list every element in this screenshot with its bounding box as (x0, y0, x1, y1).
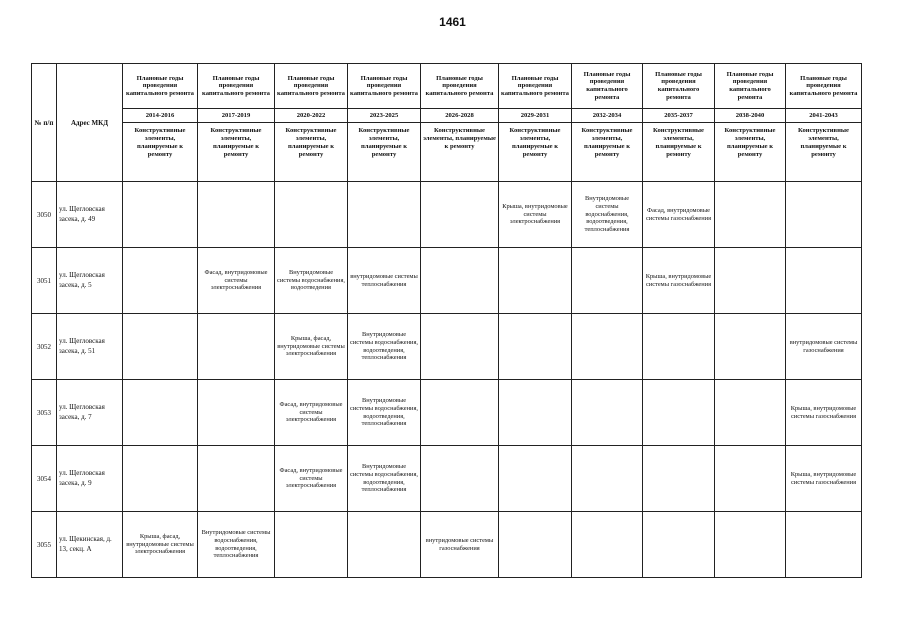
repair-cell (715, 512, 786, 578)
repair-cell (715, 380, 786, 446)
repair-cell: внутридомовые системы газоснабжения (786, 314, 862, 380)
header-period-title: Плановые годы проведения капитального ремонта (499, 64, 572, 109)
repair-cell (123, 248, 198, 314)
repair-cell: Фасад, внутридомовые системы электроснабжения (275, 446, 348, 512)
repair-cell: Крыша, внутридомовые системы газоснабжения (786, 446, 862, 512)
header-period-elements: Конструктивные элементы, планируемые к ремонту (198, 123, 275, 182)
repair-cell: Фасад, внутридомовые системы электроснабжения (198, 248, 275, 314)
repair-cell (786, 182, 862, 248)
header-period-years: 2029-2031 (499, 109, 572, 123)
header-row-titles (32, 64, 862, 109)
table-row (32, 446, 862, 512)
repair-cell (715, 248, 786, 314)
table-row (32, 182, 862, 248)
header-period-title: Плановые годы проведения капитального ремонта (786, 64, 862, 109)
row-address: ул. Щегловская засека, д. 7 (57, 380, 123, 446)
header-period-title: Плановые годы проведения капитального ремонта (572, 64, 643, 109)
header-period-title: Плановые годы проведения капитального ремонта (348, 64, 421, 109)
header-row-elements (32, 123, 862, 182)
row-address: ул. Щегловская засека, д. 49 (57, 182, 123, 248)
repair-cell (572, 314, 643, 380)
repair-cell (198, 314, 275, 380)
repair-cell (123, 314, 198, 380)
repair-cell (572, 512, 643, 578)
repair-cell (421, 314, 499, 380)
repair-cell: Крыша, внутридомовые системы газоснабжения (643, 248, 715, 314)
table-row (32, 248, 862, 314)
header-period-years: 2020-2022 (275, 109, 348, 123)
repair-cell (275, 512, 348, 578)
row-address: ул. Щегловская засека, д. 5 (57, 248, 123, 314)
table-body (32, 182, 862, 578)
header-period-years: 2035-2037 (643, 109, 715, 123)
repair-cell: Внутридомовые системы водоснабжения, водоотведения, теплоснабжения (198, 512, 275, 578)
header-number: № п/п (32, 64, 57, 182)
repair-cell (198, 380, 275, 446)
header-period-years: 2032-2034 (572, 109, 643, 123)
header-period-years: 2041-2043 (786, 109, 862, 123)
row-address: ул. Щегловская засека, д. 51 (57, 314, 123, 380)
table-header (32, 64, 862, 182)
header-period-years: 2026-2028 (421, 109, 499, 123)
repair-cell (572, 248, 643, 314)
row-address: ул. Щегловская засека, д. 9 (57, 446, 123, 512)
repair-cell: Внутридомовые системы водоснабжения, водоотведения, теплоснабжения (572, 182, 643, 248)
repair-cell: внутридомовые системы теплоснабжения (348, 248, 421, 314)
repair-cell (123, 182, 198, 248)
row-number: 3053 (32, 380, 57, 446)
header-period-years: 2038-2040 (715, 109, 786, 123)
header-period-title: Плановые годы проведения капитального ремонта (123, 64, 198, 109)
repair-cell (198, 182, 275, 248)
repair-cell: Фасад, внутридомовые системы электроснабжения (275, 380, 348, 446)
repair-cell (643, 512, 715, 578)
capital-repair-table (31, 63, 862, 578)
header-period-years: 2017-2019 (198, 109, 275, 123)
header-period-elements: Конструктивные элементы, планируемые к ремонту (499, 123, 572, 182)
row-number: 3054 (32, 446, 57, 512)
header-period-title: Плановые годы проведения капитального ремонта (421, 64, 499, 109)
header-period-elements: Конструктивные элементы, планируемые к ремонту (643, 123, 715, 182)
header-period-years: 2014-2016 (123, 109, 198, 123)
repair-cell (499, 446, 572, 512)
header-period-elements: Конструктивные элементы, планируемые к ремонту (275, 123, 348, 182)
header-period-elements: Конструктивные элементы, планируемые к ремонту (786, 123, 862, 182)
table-row (32, 380, 862, 446)
row-number: 3052 (32, 314, 57, 380)
row-address: ул. Щекинская, д. 13, секц. А (57, 512, 123, 578)
repair-cell (499, 380, 572, 446)
repair-cell (275, 182, 348, 248)
row-number: 3050 (32, 182, 57, 248)
repair-cell (715, 182, 786, 248)
header-period-elements: Конструктивные элементы, планируемые к ремонту (348, 123, 421, 182)
repair-cell: Внутридомовые системы водоснабжения, водоотведения (275, 248, 348, 314)
header-period-elements: Конструктивные элементы, планируемые к ремонту (421, 123, 499, 182)
repair-cell: Крыша, внутридомовые системы электроснабжения (499, 182, 572, 248)
repair-cell (421, 248, 499, 314)
repair-cell (421, 380, 499, 446)
repair-cell (421, 446, 499, 512)
repair-cell (123, 380, 198, 446)
repair-cell (643, 380, 715, 446)
repair-cell: внутридомовые системы газоснабжения (421, 512, 499, 578)
header-period-title: Плановые годы проведения капитального ремонта (198, 64, 275, 109)
page-number: 1461 (439, 15, 466, 29)
row-number: 3055 (32, 512, 57, 578)
repair-cell: Фасад, внутридомовые системы газоснабжения (643, 182, 715, 248)
repair-cell (643, 314, 715, 380)
repair-cell (499, 314, 572, 380)
header-row-years (32, 109, 862, 123)
repair-cell (499, 512, 572, 578)
repair-cell (643, 446, 715, 512)
repair-cell (499, 248, 572, 314)
repair-cell (715, 314, 786, 380)
repair-cell (715, 446, 786, 512)
repair-cell: Внутридомовые системы водоснабжения, водоотведения, теплоснабжения (348, 446, 421, 512)
repair-cell: Внутридомовые системы водоснабжения, водоотведения, теплоснабжения (348, 380, 421, 446)
header-period-elements: Конструктивные элементы, планируемые к ремонту (123, 123, 198, 182)
repair-cell: Крыша, фасад, внутридомовые системы электроснабжения (123, 512, 198, 578)
repair-cell (786, 248, 862, 314)
header-period-elements: Конструктивные элементы, планируемые к ремонту (715, 123, 786, 182)
repair-cell (348, 512, 421, 578)
header-period-title: Плановые годы проведения капитального ремонта (275, 64, 348, 109)
header-period-years: 2023-2025 (348, 109, 421, 123)
row-number: 3051 (32, 248, 57, 314)
repair-cell: Крыша, фасад, внутридомовые системы электроснабжения (275, 314, 348, 380)
header-period-title: Плановые годы проведения капитального ремонта (643, 64, 715, 109)
header-period-elements: Конструктивные элементы, планируемые к ремонту (572, 123, 643, 182)
repair-cell (572, 380, 643, 446)
repair-cell (198, 446, 275, 512)
repair-cell (348, 182, 421, 248)
repair-cell: Крыша, внутридомовые системы газоснабжения (786, 380, 862, 446)
header-period-title: Плановые годы проведения капитального ремонта (715, 64, 786, 109)
table-row (32, 512, 862, 578)
table-row (32, 314, 862, 380)
header-address: Адрес МКД (57, 64, 123, 182)
repair-cell: Внутридомовые системы водоснабжения, водоотведения, теплоснабжения (348, 314, 421, 380)
repair-cell (123, 446, 198, 512)
repair-cell (572, 446, 643, 512)
repair-cell (421, 182, 499, 248)
repair-cell (786, 512, 862, 578)
